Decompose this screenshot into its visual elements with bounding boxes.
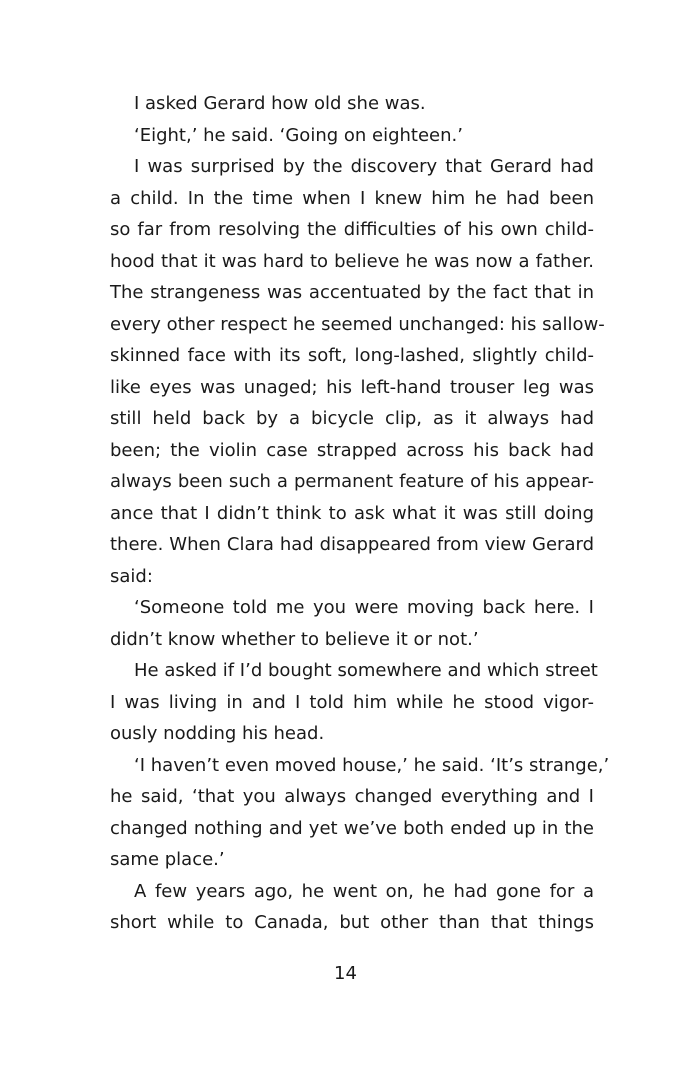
text-line: ously nodding his head. [110,723,325,744]
text-line: said: [110,565,153,587]
text-line: ‘I haven’t even moved house,’ he said. ‘It’s strange,’ [134,754,610,776]
text-line: He asked if I’d bought somewhere and which street [134,660,598,681]
text-line: he said, ‘that you always changed everything and I [110,786,594,807]
text-line: still held back by a bicycle clip, as it always had [110,408,594,429]
text-line: been; the violin case strapped across his back had [110,439,594,461]
text-line: I asked Gerard how old she was. [134,93,426,114]
text-line: every other respect he seemed unchanged: his sallow- [110,313,605,335]
text-line: like eyes was unaged; his left-hand trouser leg was [110,376,594,398]
text-line: a child. In the time when I knew him he had been [110,187,594,209]
text-line: there. When Clara had disappeared from view Gerard [110,534,594,555]
text-line: ance that I didn’t think to ask what it was still doing [110,502,594,524]
text-line: The strangeness was accentuated by the fact that in [110,282,594,303]
page-number: 14 [334,963,357,984]
text-line: hood that it was hard to believe he was now a father. [110,250,594,272]
text-line: I was living in and I told him while he stood vigor- [110,691,594,713]
text-line: short while to Canada, but other than that things [110,912,594,933]
body-text [110,88,610,939]
text-line: skinned face with its soft, long-lashed, slightly child- [110,345,594,366]
text-line: I was surprised by the discovery that Gerard had [134,156,594,177]
text-line: changed nothing and yet we’ve both ended up in the [110,817,594,839]
text-line: A few years ago, he went on, he had gone for a [134,880,594,902]
text-line: always been such a permanent feature of his appear- [110,471,594,492]
text-line: ‘Eight,’ he said. ‘Going on eighteen.’ [134,124,463,146]
text-line: didn’t know whether to believe it or not.’ [110,628,479,650]
text-line: so far from resolving the difficulties of his own child- [110,219,594,240]
text-line: ‘Someone told me you were moving back here. I [134,597,594,618]
text-line: same place.’ [110,849,225,870]
